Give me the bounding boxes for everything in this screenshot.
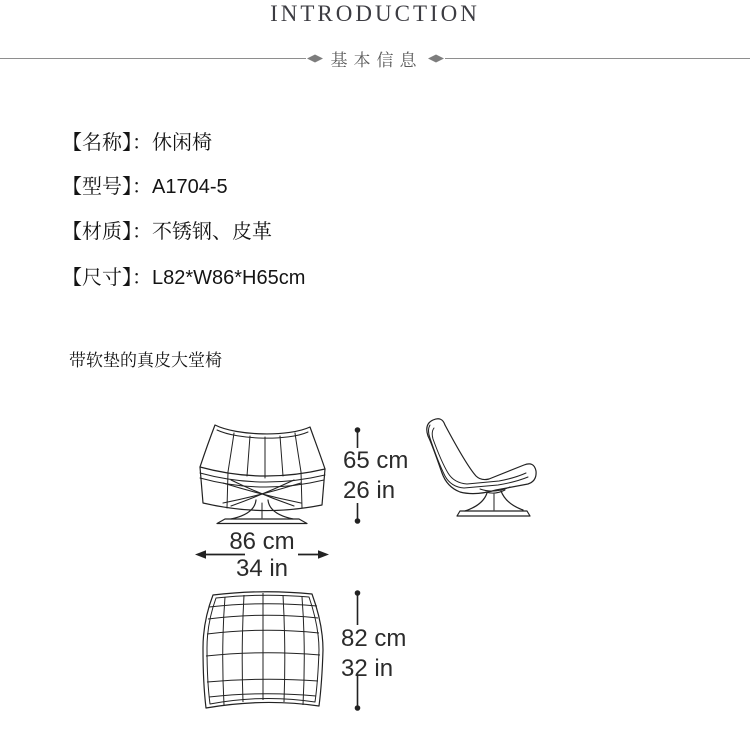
- spec-value: A1704-5: [152, 176, 228, 198]
- section-header: [0, 46, 750, 71]
- width-cm-label: 86 cm: [229, 528, 295, 555]
- spec-colon: ：: [132, 132, 152, 154]
- spec-row-name: [62, 131, 212, 155]
- diamond-icon: [428, 54, 444, 63]
- spec-row-model: [62, 175, 228, 199]
- arrow-right-icon: [298, 548, 329, 561]
- spec-label: 【材质】: [62, 221, 132, 243]
- divider-line-left: [0, 58, 306, 59]
- height-dimension: [343, 446, 408, 506]
- spec-colon: ：: [132, 176, 152, 198]
- diamond-icon: [307, 54, 323, 63]
- height-inch-label: 26 in: [343, 477, 396, 504]
- page-title: INTRODUCTION: [270, 1, 480, 26]
- chair-side-view-drawing: [420, 416, 548, 521]
- spec-value: 不锈钢、皮革: [152, 221, 272, 243]
- spec-label: 【型号】: [62, 176, 132, 198]
- spec-row-size: [62, 266, 305, 290]
- spec-row-material: [62, 220, 272, 244]
- width-dimension: [212, 528, 312, 582]
- spec-colon: ：: [132, 221, 152, 243]
- dimension-tick-top-icon: [350, 427, 365, 448]
- height-cm-label: 65 cm: [343, 447, 409, 474]
- spec-value: L82*W86*H65cm: [152, 267, 306, 289]
- divider-line-right: [445, 58, 750, 59]
- product-description: 带软垫的真皮大堂椅: [69, 351, 222, 370]
- dimension-tick-top-icon: [350, 590, 365, 625]
- spec-label: 【名称】: [62, 132, 132, 154]
- spec-value: 休闲椅: [152, 132, 212, 154]
- depth-inch-label: 32 in: [341, 655, 394, 682]
- chair-top-view-drawing: [196, 588, 331, 713]
- dimension-tick-bottom-icon: [350, 676, 365, 711]
- dimension-tick-bottom-icon: [350, 503, 365, 524]
- width-inch-label: 34 in: [235, 555, 289, 582]
- depth-cm-label: 82 cm: [341, 625, 407, 652]
- section-title: 基本信息: [330, 51, 423, 70]
- chair-front-view-drawing: [195, 421, 330, 529]
- depth-dimension: [341, 624, 406, 684]
- spec-label: 【尺寸】: [62, 267, 132, 289]
- spec-colon: ：: [132, 267, 152, 289]
